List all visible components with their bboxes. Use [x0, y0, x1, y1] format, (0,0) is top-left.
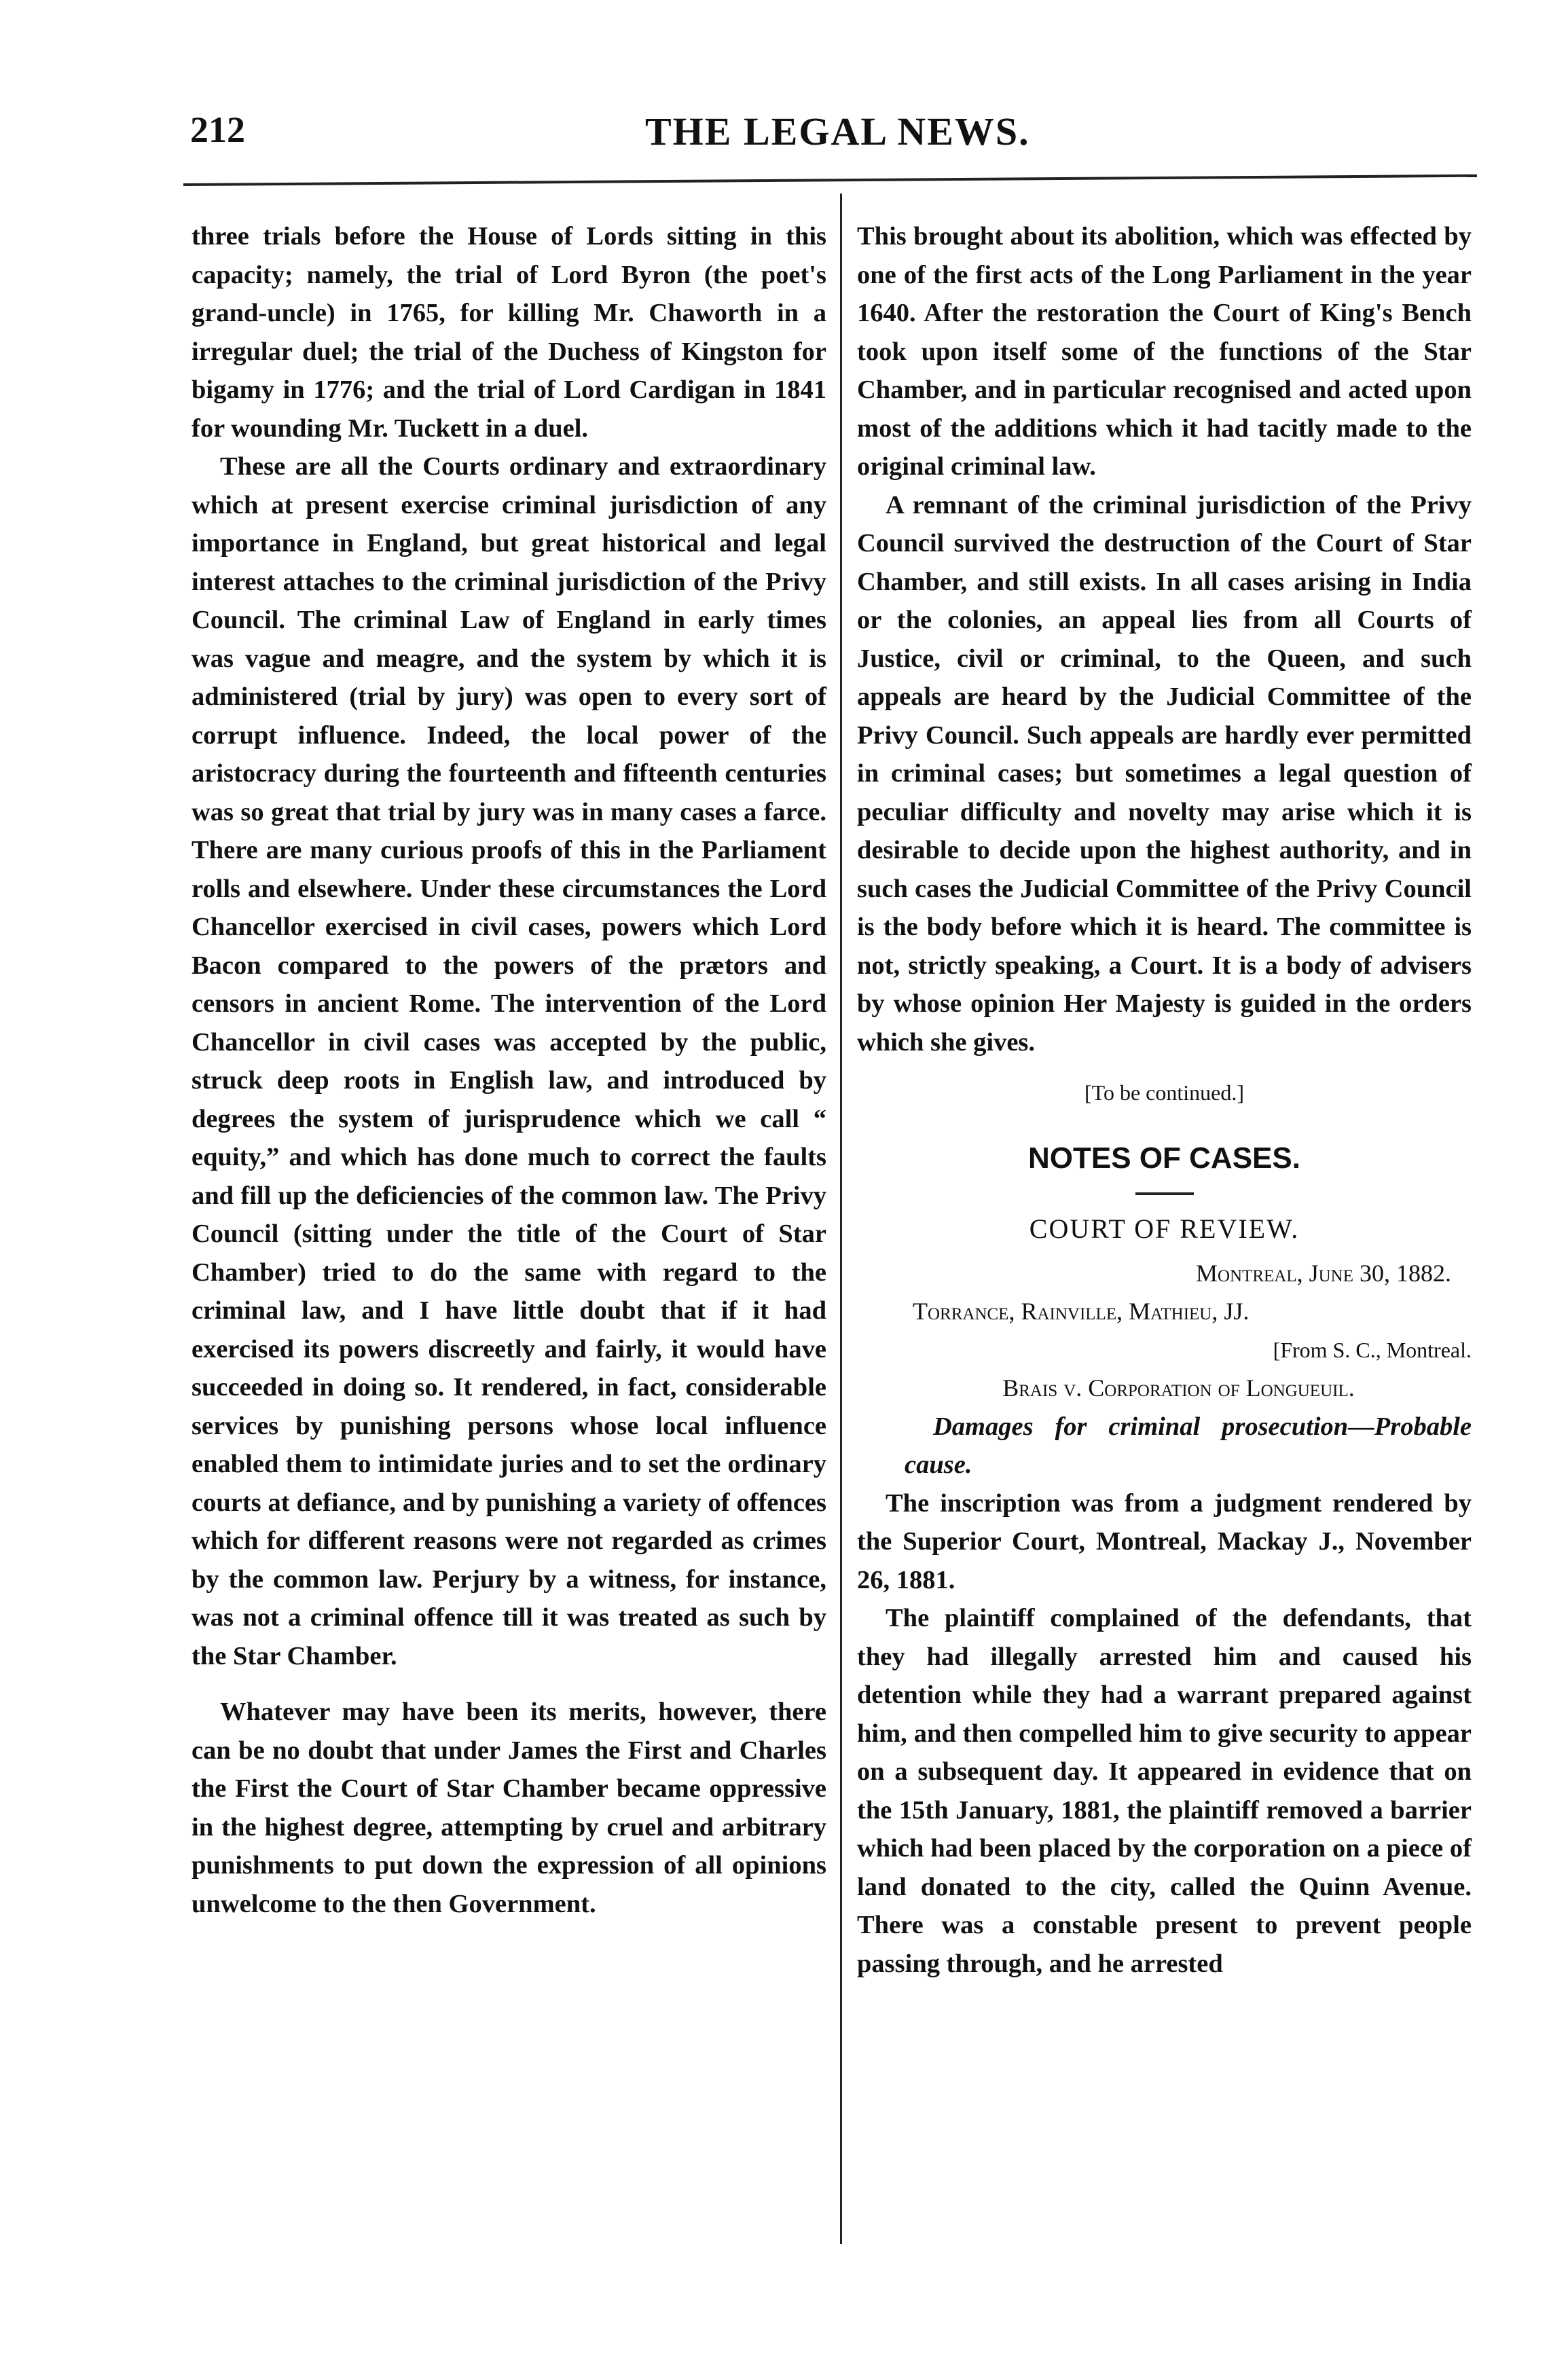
column-divider — [840, 194, 842, 2244]
body-paragraph: This brought about its abolition, which was effected by one of the first acts of the Long Parliament in the year 1640. After the restoration the Court of King's Bench took upon itself some of the functions of the Star Chamber, and in particular recognised and acted upon most of the additions which it had tacitly made to the original criminal law. — [857, 222, 1472, 481]
section-rule — [1135, 1192, 1194, 1195]
continued-note: [To be continued.] — [1084, 1080, 1244, 1105]
case-paragraph: The plaintiff complained of the defendants, that they had illegally arrested him and caused his detention while they had a warrant prepared against him, and then compelled him to give security to appear on a subsequent day. It appeared in evidence that on the 15th January, 1881, the plaintiff removed a barrier which had been placed by the corporation on a piece of land donated to the city, called the Quinn Avenue. There was a constable present to prevent people passing through, and he arrested — [857, 1604, 1472, 1978]
case-judges: Torrance, Rainville, Mathieu, JJ. — [913, 1298, 1250, 1325]
case-date: Montreal, June 30, 1882. — [1195, 1259, 1451, 1287]
header-rule — [183, 175, 1477, 186]
section-heading: NOTES OF CASES. — [1028, 1141, 1300, 1175]
page-number: 212 — [190, 109, 245, 150]
body-paragraph: Whatever may have been its merits, however, there can be no doubt that under James the First and Charles the First the Court of Star Chamber became oppressive in the highest degree, attempting by cruel and arbitrary punishments to put down the expression of all opinions unwelcome to the then Government. — [192, 1698, 826, 1918]
body-paragraph: three trials before the House of Lords sitting in this capacity; namely, the trial of Lord Byron (the poet's grand-uncle) in 1765, for killing Mr. Chaworth in a irregular duel; the trial of the Duchess of Kingston for bigamy in 1776; and the trial of Lord Cardigan in 1841 for wounding Mr. Tuckett in a duel. — [192, 222, 826, 443]
case-source: [From S. C., Montreal. — [1273, 1337, 1472, 1362]
body-paragraph: These are all the Courts ordinary and extraordinary which at present exercise criminal jurisdiction of any importance in England, but great historical and legal interest attaches to the criminal jurisdiction of the Privy Council. The criminal Law of England in early times was vague and meagre, and the system by which it is administered (trial by jury) was open to every sort of corrupt influence. Indeed, the local power of the aristocracy during the fourteenth and fifteenth centuries was so great that trial by jury was in many cases a farce. There are many curious proofs of this in the Parliament rolls and elsewhere. Under these circumstances the Lord Chancellor exercised in civil cases, powers which Lord Bacon compared to the powers of the prætors and censors in ancient Rome. The intervention of the Lord Chancellor in civil cases was accepted by the public, struck deep roots in English law, and introduced by degrees the system of jurisprudence which we call “ equity,” and which has done much to correct the faults and fill up the deficiencies of the common law. The Privy Council (sitting under the title of the Court of Star Chamber) tried to do the same with regard to the criminal law, and I have little doubt that if it had exercised its powers discreetly and fairly, it would have succeeded in doing so. It rendered, in fact, considerable services by punishing persons whose local influence enabled them to intimidate juries and to set the ordinary courts at defiance, and by punishing a variety of offences which for different reasons were not regarded as crimes by the common law. Perjury by a witness, for instance, was not a criminal offence till it was treated as such by the Star Chamber. — [192, 452, 826, 1670]
running-title: THE LEGAL NEWS. — [645, 109, 1030, 153]
case-headnote: Damages for criminal prosecution—Probable cause. — [905, 1412, 1472, 1479]
body-paragraph: A remnant of the criminal jurisdiction of the Privy Council survived the destruction of the Court of Star Chamber, and still exists. In all cases arising in India or the colonies, an appeal lies from all Courts of Justice, civil or criminal, to the Queen, and such appeals are heard by the Judicial Committee of the Privy Council. Such appeals are hardly ever permitted in criminal cases; but sometimes a legal question of peculiar difficulty and novelty may arise which it is desirable to decide upon the highest authority, and in such cases the Judicial Committee of the Privy Council is the body before which it is heard. The committee is not, strictly speaking, a Court. It is a body of advisers by whose opinion Her Majesty is guided in the orders which she gives. — [857, 490, 1472, 1057]
page-header — [190, 109, 1494, 170]
court-name: COURT OF REVIEW. — [1029, 1213, 1300, 1244]
case-paragraph: The inscription was from a judgment rendered by the Superior Court, Montreal, Mackay J., November 26, 1881. — [857, 1488, 1472, 1594]
case-title: Brais v. Corporation of Longueuil. — [1002, 1374, 1355, 1402]
left-column — [192, 217, 826, 1923]
right-column — [857, 217, 1472, 1983]
